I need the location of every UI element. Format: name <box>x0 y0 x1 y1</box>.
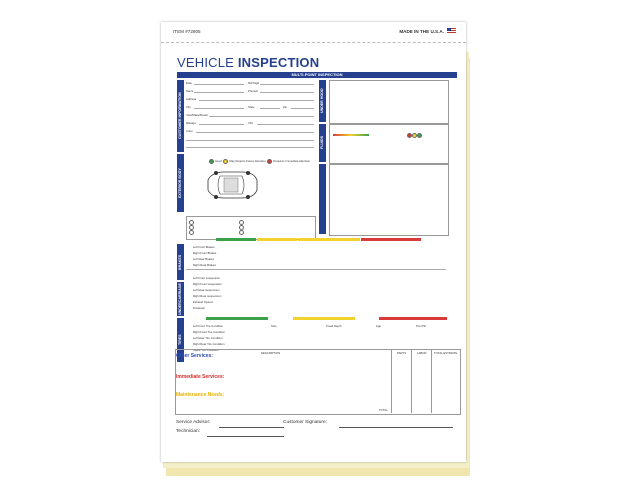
brake-row-rr: Right Rear Brakes <box>193 263 216 267</box>
total-label: TOTAL <box>379 408 388 412</box>
field-date-label: Date <box>186 81 192 85</box>
field-extra-2[interactable] <box>186 147 314 148</box>
tires-attention-bar <box>293 317 355 320</box>
col-sep-2 <box>411 349 412 413</box>
section-maintenance <box>319 164 326 234</box>
exterior-checks-box <box>186 216 316 240</box>
col-labor: LABOR <box>417 351 427 355</box>
check-rear-lighting[interactable] <box>239 230 244 235</box>
service-advisor-label: Service Advisor: <box>176 420 211 425</box>
section-brakes: BRAKES <box>177 244 184 280</box>
item-number: ITEM #72905 <box>173 29 201 34</box>
maintenance-box <box>329 164 449 236</box>
under-row-5: Exhaust System <box>193 300 214 304</box>
service-advisor-field[interactable] <box>219 427 284 428</box>
section-tires: TIRES <box>177 318 184 362</box>
section-undercarriage: UNDERCARRIAGE <box>178 283 182 315</box>
col-total-estimate: TOTAL ESTIMATE <box>434 351 458 355</box>
field-date[interactable] <box>194 84 244 85</box>
under-row-2: Right Front suspension <box>193 282 222 286</box>
tires-good-bar <box>206 317 268 320</box>
field-state-label: State <box>248 105 255 109</box>
brakes-good-bar <box>216 238 256 241</box>
section-exterior-body: EXTERIOR BODY <box>177 154 184 212</box>
under-row-3: Left Rear suspension <box>193 288 220 292</box>
tire-row-lf: Left Front Tire Condition <box>193 324 224 328</box>
title-inspection: INSPECTION <box>237 55 320 70</box>
under-row-1: Left Front suspension <box>193 276 220 280</box>
under-hood-box <box>329 80 449 124</box>
tire-size-label: Size <box>271 324 277 328</box>
field-address[interactable] <box>199 100 314 101</box>
legend-row: Good May Require Future Attention Requires Immediate Attention <box>209 159 310 164</box>
tires-immediate-bar <box>379 317 447 320</box>
brakes-attention-bar-2 <box>298 238 360 241</box>
title-vehicle: VEHICLE <box>177 55 235 70</box>
brake-row-rf: Right Front Brakes <box>193 251 217 255</box>
brakes-immediate-bar <box>361 238 421 241</box>
field-color-label: Color <box>186 129 193 133</box>
col-description: DESCRIPTION <box>261 351 281 355</box>
brakes-attention-bar <box>257 238 297 241</box>
field-ymm-label: Year/Make/Model <box>186 113 208 117</box>
field-phone-label: Phone# <box>248 89 258 93</box>
tire-psi-label: Tire PSI <box>416 324 426 328</box>
tire-age-label: Age <box>376 324 381 328</box>
field-zip-label: Zip <box>283 105 287 109</box>
maintenance-needs-heading: Maintenance Needs: <box>176 392 225 398</box>
section-customer-info: CUSTOMER INFORMATION <box>177 80 184 152</box>
multipoint-header: MULTI-POINT INSPECTION <box>177 72 457 78</box>
field-mileage[interactable] <box>199 124 244 125</box>
made-in-label: MADE IN THE U.S.A. <box>399 29 444 34</box>
us-flag-icon <box>447 28 456 34</box>
technician-label: Technician: <box>176 429 200 434</box>
field-name-label: Name <box>186 89 194 93</box>
field-vin-label: VIN <box>248 121 253 125</box>
section-under-hood: UNDER HOOD <box>319 80 326 122</box>
inspection-form-sheet <box>161 22 466 462</box>
customer-signature-label: Customer Signature: <box>283 420 327 425</box>
immediate-services-heading: Immediate Services: <box>176 374 225 380</box>
tire-row-lr: Left Rear Tire Condition <box>193 336 223 340</box>
fluids-box <box>329 124 449 164</box>
brake-row-lf: Left Front Brakes <box>193 245 215 249</box>
technician-field[interactable] <box>207 436 284 437</box>
tire-tread-label: Tread Depth <box>326 324 342 328</box>
brake-row-lr: Left Rear Brakes <box>193 257 214 261</box>
col-parts: PARTS <box>397 351 407 355</box>
car-top-view-diagram[interactable] <box>202 168 262 202</box>
col-sep-3 <box>431 349 432 413</box>
tire-row-spare: Spare Tire Condition <box>193 348 219 352</box>
field-extra-1[interactable] <box>186 140 314 141</box>
form-header-strip <box>161 22 466 43</box>
field-phone[interactable] <box>260 92 314 93</box>
field-state[interactable] <box>260 108 280 109</box>
field-zip[interactable] <box>291 108 314 109</box>
col-sep-1 <box>391 349 392 413</box>
tire-row-rr: Right Rear Tire Condition <box>193 342 225 346</box>
form-title <box>177 55 319 70</box>
tire-row-rf: Right Front Tire Condition <box>193 330 225 334</box>
field-mileage-label: Mileage <box>186 121 196 125</box>
field-city[interactable] <box>194 108 244 109</box>
field-vin[interactable] <box>257 124 314 125</box>
field-name[interactable] <box>194 92 244 93</box>
other-services-heading: Other Services: <box>176 353 213 359</box>
under-row-4: Right Rear suspension <box>193 294 222 298</box>
battery-health-gauge <box>333 134 369 136</box>
under-row-6: Drivetrain <box>193 306 205 310</box>
field-ro-label: RO/Tag# <box>248 81 260 85</box>
battery-green-icon[interactable] <box>417 133 422 138</box>
field-year-make-model[interactable] <box>209 116 314 117</box>
customer-signature-field[interactable] <box>339 427 453 428</box>
section-fluids: FLUIDS <box>319 124 326 162</box>
field-color[interactable] <box>196 132 314 133</box>
field-address-label: Address <box>186 97 197 101</box>
estimate-table <box>175 349 461 415</box>
field-city-label: City <box>186 105 191 109</box>
check-wipers[interactable] <box>189 230 194 235</box>
brakes-divider <box>186 269 446 270</box>
field-ro-tag[interactable] <box>260 84 314 85</box>
